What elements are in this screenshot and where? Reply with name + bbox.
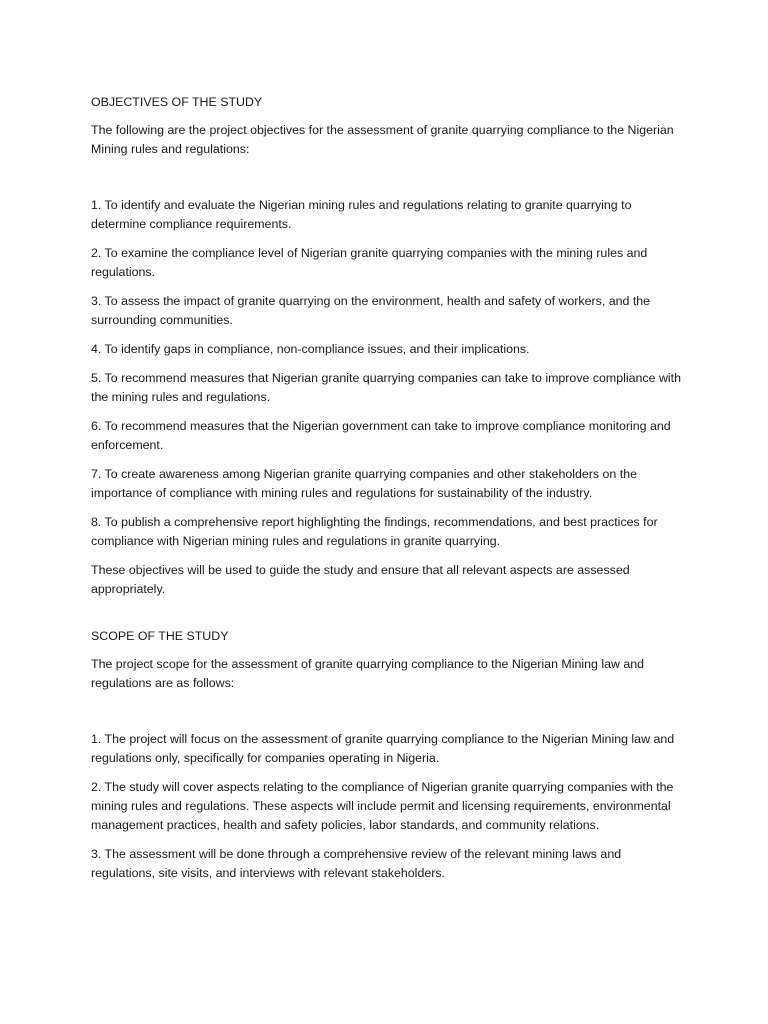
spacer	[91, 168, 683, 196]
objectives-intro: The following are the project objectives for the assessment of granite quarrying compliance to the Nigerian Mining rules and regulations:	[91, 123, 674, 156]
scope-item-1: 1. The project will focus on the assessment of granite quarrying compliance to the Nigerian Mining law and regulations only, specifically for companies operating in Nigeria.	[91, 732, 675, 765]
objective-item-7: 7. To create awareness among Nigerian granite quarrying companies and other stakeholders on the importance of compliance with mining rules and regulations for sustainability of the industry.	[91, 467, 637, 500]
objectives-section	[91, 93, 683, 599]
objective-item-2: 2. To examine the compliance level of Nigerian granite quarrying companies with the mining rules and regulations.	[91, 246, 648, 279]
objectives-list	[91, 196, 683, 551]
objective-item-6: 6. To recommend measures that the Nigerian government can take to improve compliance monitoring and enforcement.	[91, 419, 671, 452]
scope-section	[91, 627, 683, 883]
document-page	[91, 93, 683, 893]
objective-item-4: 4. To identify gaps in compliance, non-compliance issues, and their implications.	[91, 342, 530, 356]
scope-heading: SCOPE OF THE STUDY	[91, 629, 229, 643]
scope-item-3: 3. The assessment will be done through a comprehensive review of the relevant mining laws and regulations, site visits, and interviews with relevant stakeholders.	[91, 847, 622, 880]
objectives-closing: These objectives will be used to guide the study and ensure that all relevant aspects are assessed appropriately.	[91, 563, 630, 596]
objective-item-8: 8. To publish a comprehensive report highlighting the findings, recommendations, and best practices for compliance with Nigerian mining rules and regulations in granite quarrying.	[91, 515, 658, 548]
objective-item-5: 5. To recommend measures that Nigerian granite quarrying companies can take to improve compliance with the mining rules and regulations.	[91, 371, 681, 404]
spacer	[91, 702, 683, 730]
objectives-heading: OBJECTIVES OF THE STUDY	[91, 95, 263, 109]
scope-item-2: 2. The study will cover aspects relating to the compliance of Nigerian granite quarrying companies with the mining rules and regulations. These aspects will include permit and licensing requirements, environmental management practices, health and safety policies, labor standards, and community relations.	[91, 780, 674, 832]
scope-intro: The project scope for the assessment of granite quarrying compliance to the Nigerian Mining law and regulations are as follows:	[91, 657, 645, 690]
objective-item-3: 3. To assess the impact of granite quarrying on the environment, health and safety of workers, and the surrounding communities.	[91, 294, 651, 327]
objective-item-1: 1. To identify and evaluate the Nigerian mining rules and regulations relating to granite quarrying to determine compliance requirements.	[91, 198, 632, 231]
scope-list	[91, 730, 683, 883]
